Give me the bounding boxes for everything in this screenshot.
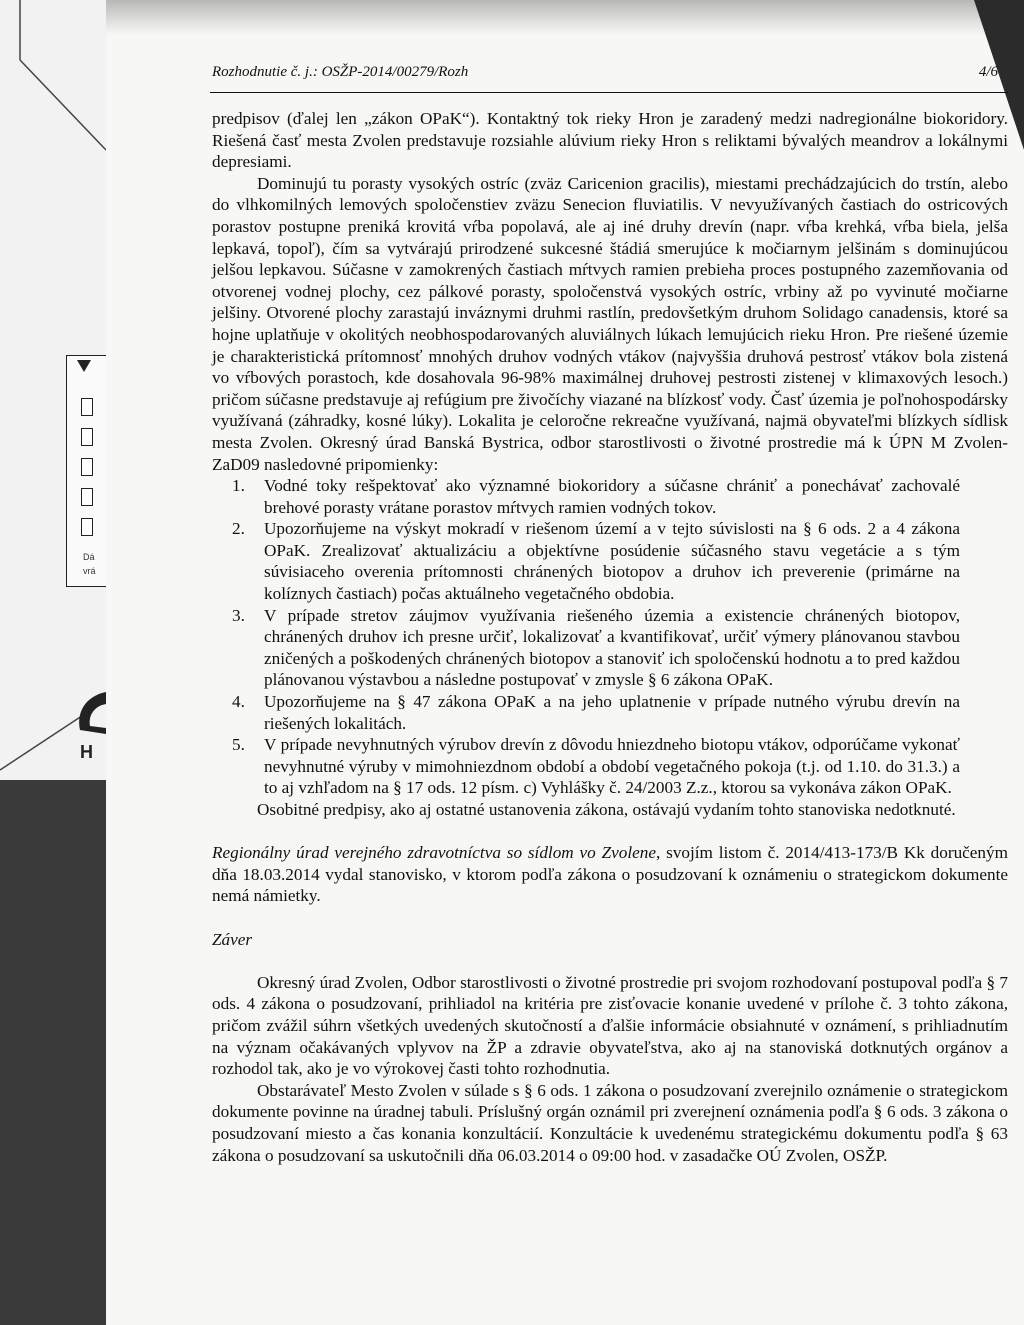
checkbox-icon xyxy=(81,428,93,446)
list-item: 2. Upozorňujeme na výskyt mokradí v riešenom území a v tejto súvislosti na § 6 ods. 2 a 4 zákona OPaK. Zrealizovať aktualizáciu a objektívne posúdenie súčasného stavu vegetácie a s tým súvisiaceho overenia prítomnosti chránených biotopov a druhov ich preverenie (primárne na kolíznych častiach) počas aktuálneho vegetačného obdobia. xyxy=(232,519,960,604)
section-title: Záver xyxy=(212,929,253,949)
arrow-down-icon xyxy=(77,360,91,372)
strip-label-top: Dá xyxy=(83,552,95,562)
envelope-side-form xyxy=(66,355,108,587)
header-divider xyxy=(210,92,1008,93)
page-header xyxy=(212,60,1012,90)
paragraph-special-regulations: Osobitné predpisy, ako aj ostatné ustanovenia zákona, ostávajú vydaním tohto stanoviska nedotknuté. xyxy=(257,800,956,819)
paragraph-intro: predpisov (ďalej len „zákon OPaK“). Kontaktný tok rieky Hron je zaradený medzi nadregionálne biokoridory. Riešená časť mesta Zvolen predstavuje rozsiahle alúvium rieky Hron s reliktami bývalých meandrov a lokálnymi depresiami. xyxy=(212,109,1008,172)
logo-letter: H xyxy=(80,742,93,762)
page-number: 4/6 xyxy=(978,64,998,80)
scan-shadow xyxy=(106,0,1024,34)
list-item: 3. V prípade stretov záujmov využívania riešeného územia a existencie chránených biotopov, chránených druhov ich presne určiť, lokalizovať a kvantifikovať, určiť výmery plánovanou stavbou zničených a poškodených chránených biotopov a stanoviť ich spoločenskú hodnotu a to pred každou plánovanou výstavbou a následne postupovať v zmysle § 6 zákona OPaK. xyxy=(232,605,960,690)
document-reference: Rozhodnutie č. j.: OSŽP-2014/00279/Rozh xyxy=(212,64,469,80)
list-item: 1. Vodné toky rešpektovať ako významné biokoridory a súčasne chrániť a ponechávať zachovalé brehové porasty vrátane porastov mŕtvych ramien vodných tokov. xyxy=(232,476,960,517)
authority-name: Regionálny úrad verejného zdravotníctva so sídlom vo Zvolene xyxy=(212,843,656,863)
postal-logo-icon xyxy=(72,690,106,738)
list-item: 4. Upozorňujeme na § 47 zákona OPaK a na jeho uplatnenie v prípade nutného výrubu drevín na riešených lokalitách. xyxy=(232,692,960,733)
list-item: 5. V prípade nevyhnutných výrubov drevín z dôvodu hniezdneho biotopu vtákov, odporúčame vykonať nevyhnutné výruby v mimohniezdnom období a období vegetačného pokoja (t.j. od 1.10. do 31.3.) a to aj vzhľadom na § 17 ods. 12 písm. c) Vyhlášky č. 24/2003 Z.z., ktorou sa vykonáva zákon OPaK. xyxy=(232,735,960,798)
checkbox-icon xyxy=(81,518,93,536)
document-body xyxy=(212,108,1008,1166)
strip-label-bottom: vrá xyxy=(83,566,96,576)
checkbox-icon xyxy=(81,458,93,476)
checkbox-icon xyxy=(81,488,93,506)
paragraph-conclusion: Okresný úrad Zvolen, Odbor starostlivosti o životné prostredie pri svojom rozhodovaní postupoval podľa § 7 ods. 4 zákona o posudzovaní, prihliadol na kritéria pre zisťovacie konanie uvedené v prílohe č. 3 tohto zákona, pričom zvážil súhrn všetkých uvedených skutočností a ďalšie informácie obsiahnuté v oznámení, s prihliadnutím na význam očakávaných vplyvov na ŽP a zdravie obyvateľstva, ako aj na stanoviská dotknutých orgánov a rozhodol tak, ako je vo výrokovej časti tohto rozhodnutia. xyxy=(212,972,1008,1079)
paragraph-consultation: Obstarávateľ Mesto Zvolen v súlade s § 6 ods. 1 zákona o posudzovaní zverejnilo oznámenie o strategickom dokumente povinne na úradnej tabuli. Príslušný orgán oznámil pri zverejnení oznámenia podľa § 6 ods. 3 zákona o posudzovaní miesto a čas konania konzultácií. Konzultácie k uvedenému strategickému dokumentu podľa § 63 zákona o posudzovaní sa uskutočnili dňa 06.03.2014 o 09:00 hod. v zasadačke OÚ Zvolen, OSŽP. xyxy=(212,1080,1008,1165)
checkbox-icon xyxy=(81,398,93,416)
paragraph-health-office: Regionálny úrad verejného zdravotníctva so sídlom vo Zvolene, svojím listom č. 2014/413-173/B Kk doručeným dňa 18.03.2014 vydal stanovisko, v ktorom podľa zákona o posudzovaní k oznámeniu o strategickom dokumente nemá námietky. xyxy=(212,843,1008,906)
comments-list xyxy=(212,475,1008,799)
paragraph-vegetation: Dominujú tu porasty vysokých ostríc (zväz Caricenion gracilis), miestami prechádzajúcich do trstín, alebo do vlhkomilných lemových spoločenstiev zväzu Senecion fluviatilis. V nevyužívaných častiach do ostricových porastov postupne preniká krovitá vŕba popolavá, ale aj iné druhy drevín (napr. vŕba krehká, vŕba biela, jelša lepkavá, topoľ), čím sa vytvárajú prirodzené sukcesné štádiá smerujúce k močiarnym jelšinám s dominujúcou jelšou lepkavou. Súčasne v zamokrených častiach mŕtvych ramien prebieha proces postupného zazemňovania od otvorenej vodnej plochy, cez pálkové porasty, spoločenstvá vysokých ostríc, vrbiny až po vyvinuté močiarne jelšiny. Otvorené plochy zarastajú inváznymi druhmi rastlín, predovšetkým druhom Solidago canadensis, ktoré sa hojne uplatňuje v okolitých neobhospodarovaných aluviálnych lúkach lemujúcich rieku Hron. Pre riešené územie je charakteristická prítomnosť mnohých druhov vodných vtákov (najvyššia druhová pestrosť vtákov bola zistená vo vŕbových porastoch, kde dosahovala 96-98% maximálnej druhovej pestrosti zistenej v klimaxových lesoch.) pričom súčasne predstavuje aj refúgium pre živočíchy viazané na blízkosť vody. Časť územia je poľnohospodársky využívaná (záhradky, kosné lúky). Lokalita je celoročne rekreačne využívaná, najmä obyvateľmi blízkych sídlisk mesta Zvolen. Okresný úrad Banská Bystrica, odbor starostlivosti o životné prostredie má k ÚPN M Zvolen- ZaD09 nasledovné pripomienky: xyxy=(212,173,1008,474)
